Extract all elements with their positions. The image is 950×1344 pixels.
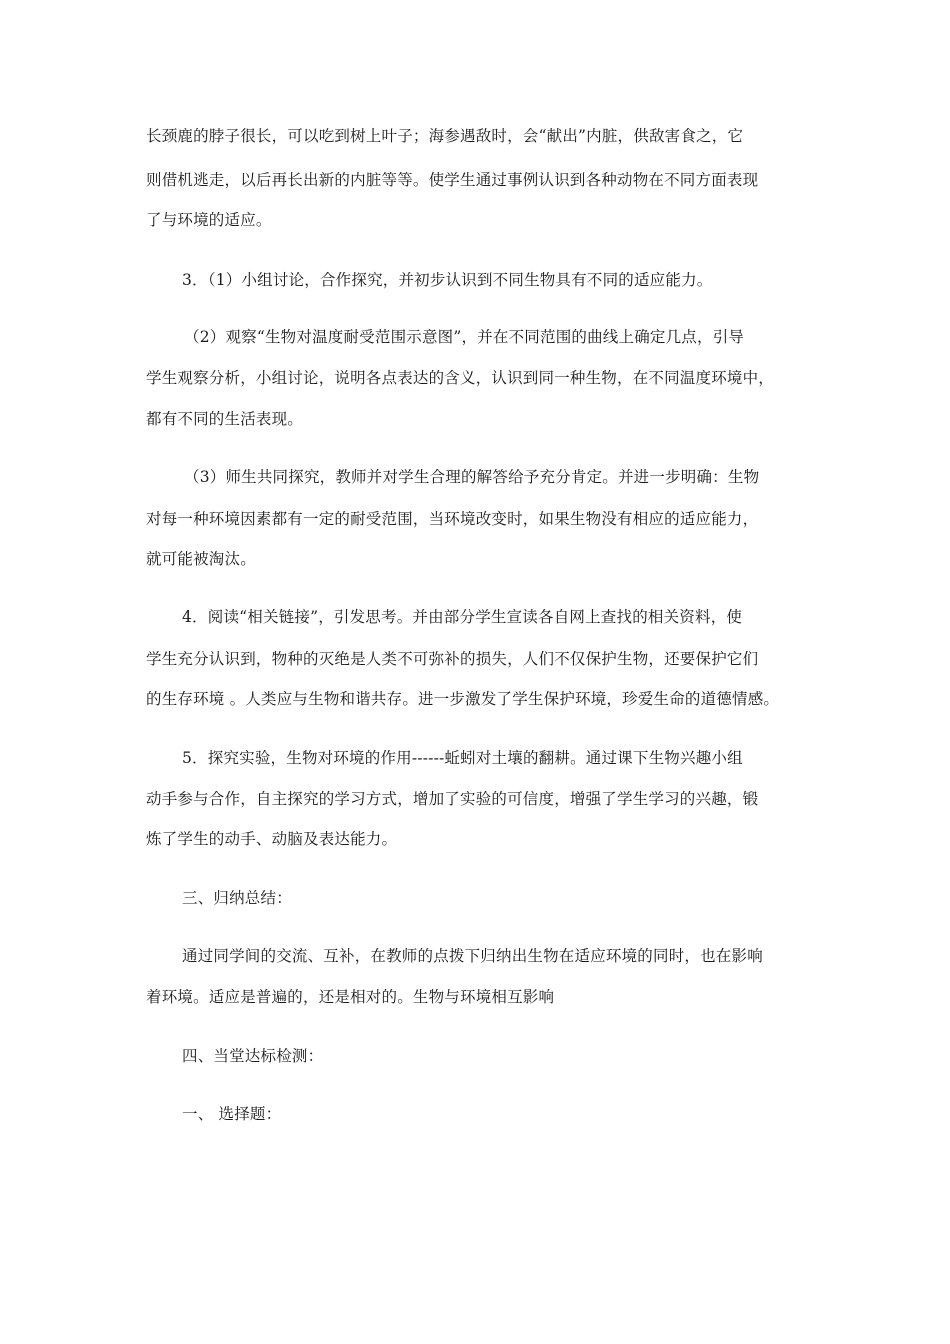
step-5-line-2: 动手参与合作，自主探究的学习方式，增加了实验的可信度，增强了学生学习的兴趣，锻 — [146, 790, 759, 808]
step-4-line-2: 学生充分认识到，物种的灭绝是人类不可弥补的损失，人们不仅保护生物，还要保护它们 — [146, 650, 759, 668]
step-3-2-line-1: （2）观察“生物对温度耐受范围示意图”，并在不同范围的曲线上确定几点，引导 — [184, 328, 745, 346]
step-3-1-line: 3．（1）小组讨论，合作探究，并初步认识到不同生物具有不同的适应能力。 — [182, 271, 713, 289]
step-3-3-line-2: 对每一种环境因素都有一定的耐受范围，当环境改变时，如果生物没有相应的适应能力， — [146, 510, 759, 528]
step-3-3-line-3: 就可能被淘汰。 — [146, 550, 256, 568]
step-3-2-line-3: 都有不同的生活表现。 — [146, 410, 304, 428]
step-3-2-line-2: 学生观察分析，小组讨论，说明各点表达的含义，认识到同一种生物，在不同温度环境中， — [146, 369, 775, 387]
section-summary-heading: 三、归纳总结： — [182, 889, 292, 907]
step-3-3-line-1: （3）师生共同探究，教师并对学生合理的解答给予充分肯定。并进一步明确：生物 — [184, 468, 760, 486]
section-test-heading: 四、当堂达标检测： — [182, 1047, 324, 1065]
paragraph-animal-adaptation-line-3: 了与环境的适应。 — [146, 211, 272, 229]
multiple-choice-heading: 一、 选择题： — [182, 1105, 282, 1123]
step-5-line-1: 5．探究实验，生物对环境的作用------蚯蚓对土壤的翻耕。通过课下生物兴趣小组 — [182, 749, 743, 767]
step-4-line-3: 的生存环境 。人类应与生物和谐共存。进一步激发了学生保护环境，珍爱生命的道德情感。 — [146, 690, 780, 708]
step-4-line-1: 4．阅读“相关链接”，引发思考。并由部分学生宣读各自网上查找的相关资料，使 — [182, 608, 743, 626]
summary-line-1: 通过同学间的交流、互补，在教师的点拨下归纳出生物在适应环境的同时，也在影响 — [182, 947, 763, 965]
paragraph-animal-adaptation-line-1: 长颈鹿的脖子很长，可以吃到树上叶子；海参遇敌时，会“献出”内脏，供敌害食之，它 — [146, 127, 744, 145]
paragraph-animal-adaptation-line-2: 则借机逃走，以后再长出新的内脏等等。使学生通过事例认识到各种动物在不同方面表现 — [146, 171, 759, 189]
summary-line-2: 着环境。适应是普遍的，还是相对的。生物与环境相互影响 — [146, 988, 555, 1006]
step-5-line-3: 炼了学生的动手、动脑及表达能力。 — [146, 830, 398, 848]
